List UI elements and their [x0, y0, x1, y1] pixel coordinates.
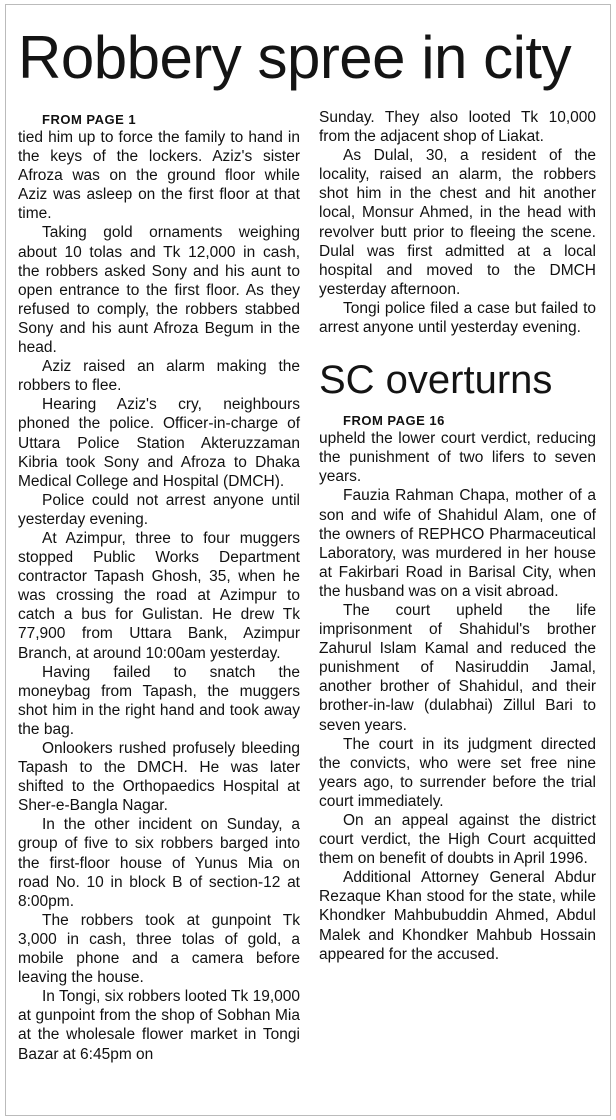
- article-paragraph: The court in its judgment directed the convicts, who were set free nine years ago, to surrender before the trial court immediately.: [319, 735, 596, 810]
- article-paragraph: Having failed to snatch the moneybag from Tapash, the muggers shot him in the right hand and took away the bag.: [18, 663, 300, 738]
- jump-line-from-page-1: FROM PAGE 1: [42, 112, 137, 127]
- article-paragraph: In Tongi, six robbers looted Tk 19,000 at gunpoint from the shop of Sobhan Mia at the wholesale flower market in Tongi Bazar at 6:45pm on: [18, 988, 300, 1063]
- article-paragraph: Aziz raised an alarm making the robbers to flee.: [18, 358, 300, 395]
- article-paragraph: Tongi police filed a case but failed to arrest anyone until yesterday evening.: [319, 299, 596, 337]
- article-paragraph: Additional Attorney General Abdur Rezaque Khan stood for the state, while Khondker Mahbubuddin Ahmed, Abdul Malek and Khondker Mahbub Hossain appeared for the accused.: [319, 869, 596, 963]
- article-paragraph: Onlookers rushed profusely bleeding Tapash to the DMCH. He was later shifted to the Orthopaedics Hospital at Sher-e-Bangla Nagar.: [18, 740, 300, 815]
- article-paragraph: Hearing Aziz's cry, neighbours phoned the police. Officer-in-charge of Uttara Police Station Akteruzzaman Kibria took Sony and Afroza to Dhaka Medical College and Hospital (DMCH).: [18, 396, 300, 490]
- article-paragraph: The court upheld the life imprisonment of Shahidul's brother Zahurul Islam Kamal and reduced the punishment of Nasiruddin Jamal, another brother of Shahidul, and their brother-in-law (dulabhai) Zillul Bari to seven years.: [319, 601, 596, 734]
- article-paragraph: In the other incident on Sunday, a group of five to six robbers barged into the first-floor house of Yunus Mia on road No. 10 in block B of section-12 at 8:00pm.: [18, 816, 300, 910]
- article-paragraph: Police could not arrest anyone until yesterday evening.: [18, 491, 300, 528]
- article-paragraph: As Dulal, 30, a resident of the locality, raised an alarm, the robbers shot him in the chest and hit another local, Monsur Ahmed, in the head with revolver butt prior to fleeing the scene. Dulal was first admitted at a local hospital and moved to the DMCH yesterday afternoon.: [319, 147, 596, 298]
- article-paragraph: upheld the lower court verdict, reducing the punishment of two lifers to seven years.: [319, 430, 596, 486]
- right-column: [319, 108, 596, 964]
- second-headline: SC overturns: [319, 358, 553, 403]
- jump-line-from-page-16: FROM PAGE 16: [343, 413, 445, 429]
- article-paragraph: On an appeal against the district court verdict, the High Court acquitted them on benefit of doubts in April 1996.: [319, 812, 596, 868]
- article-paragraph: Fauzia Rahman Chapa, mother of a son and wife of Shahidul Alam, one of the owners of REPHCO Pharmaceutical Laboratory, was murdered in her house at Fakirbari Road in Barisal City, when the husband was on a visit abroad.: [319, 487, 596, 600]
- article-paragraph: The robbers took at gunpoint Tk 3,000 in cash, three tolas of gold, a mobile phone and a camera before leaving the house.: [18, 911, 300, 987]
- article-paragraph: Sunday. They also looted Tk 10,000 from the adjacent shop of Liakat.: [319, 109, 596, 146]
- left-column: [18, 112, 300, 1064]
- main-headline: Robbery spree in city: [18, 24, 572, 91]
- article-paragraph: Taking gold ornaments weighing about 10 tolas and Tk 12,000 in cash, the robbers asked Sony and his aunt to open entrance to the first floor. As they refused to comply, the robbers stabbed Sony and his aunt Afroza Begum in the head.: [18, 224, 300, 357]
- article-paragraph: At Azimpur, three to four muggers stopped Public Works Department contractor Tapash Ghosh, 35, when he was crossing the road at Azimpur to catch a bus for Gulistan. He drew Tk 77,900 from Uttara Bank, Azimpur Branch, at around 10:00am yesterday.: [18, 529, 300, 662]
- article-paragraph: tied him up to force the family to hand in the keys of the lockers. Aziz's sister Afroza was on the ground floor while Aziz was asleep on the first floor at that time.: [18, 129, 300, 223]
